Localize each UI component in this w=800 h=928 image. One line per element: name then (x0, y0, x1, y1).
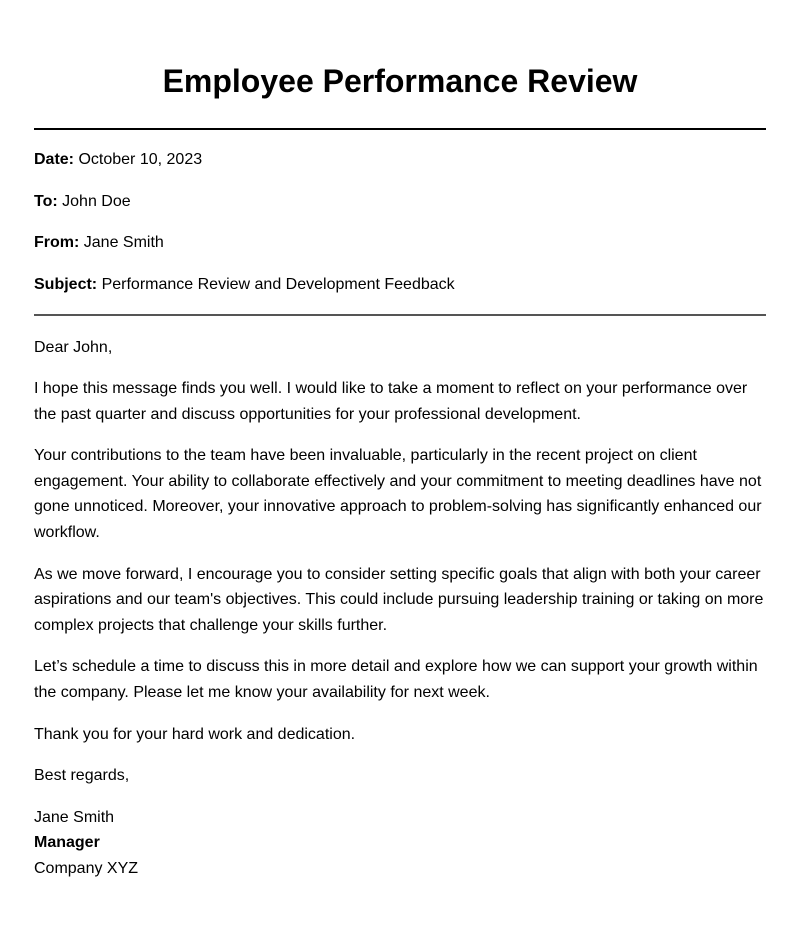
body-paragraph: Let’s schedule a time to discuss this in more detail and explore how we can support your growth within the company. Please let me know your availability for next week. (34, 658, 758, 702)
header-divider (34, 314, 766, 316)
to-line (34, 191, 766, 213)
body-paragraph: Your contributions to the team have been invaluable, particularly in the recent project on client engagement. Your ability to collaborate effectively and your commitment to meeting deadlines have not gone unnoticed. Moreover, your innovative approach to problem-solving has significantly enhanced our workflow. (34, 447, 762, 542)
signature-block (34, 805, 766, 882)
body-paragraph: I hope this message finds you well. I would like to take a moment to reflect on your performance over the past quarter and discuss opportunities for your professional development. (34, 380, 748, 423)
memo-header (34, 149, 766, 296)
signature-title: Manager (34, 834, 100, 852)
closing: Best regards, (34, 767, 130, 785)
date-line (34, 149, 766, 171)
salutation: Dear John, (34, 338, 113, 356)
letter-body (34, 335, 766, 789)
signature-name: Jane Smith (34, 808, 115, 826)
date-label: Date: (34, 151, 75, 168)
to-label: To: (34, 192, 58, 210)
from-value: Jane Smith (83, 234, 164, 251)
date-value: October 10, 2023 (78, 151, 203, 168)
body-paragraph: Thank you for your hard work and dedication. (34, 725, 356, 743)
subject-label: Subject: (34, 275, 98, 293)
to-value: John Doe (62, 192, 131, 210)
subject-line (34, 274, 766, 296)
from-line (34, 232, 766, 254)
signature-company: Company XYZ (34, 860, 139, 877)
document-title: Employee Performance Review (162, 63, 638, 99)
from-label: From: (34, 234, 80, 251)
body-paragraph: As we move forward, I encourage you to consider setting specific goals that align with both your career aspirations and our team's objectives. This could include pursuing leadership training or taking on more complex projects that challenge your skills further. (34, 565, 764, 634)
title-divider (34, 128, 766, 130)
subject-value: Performance Review and Development Feedback (101, 275, 455, 293)
